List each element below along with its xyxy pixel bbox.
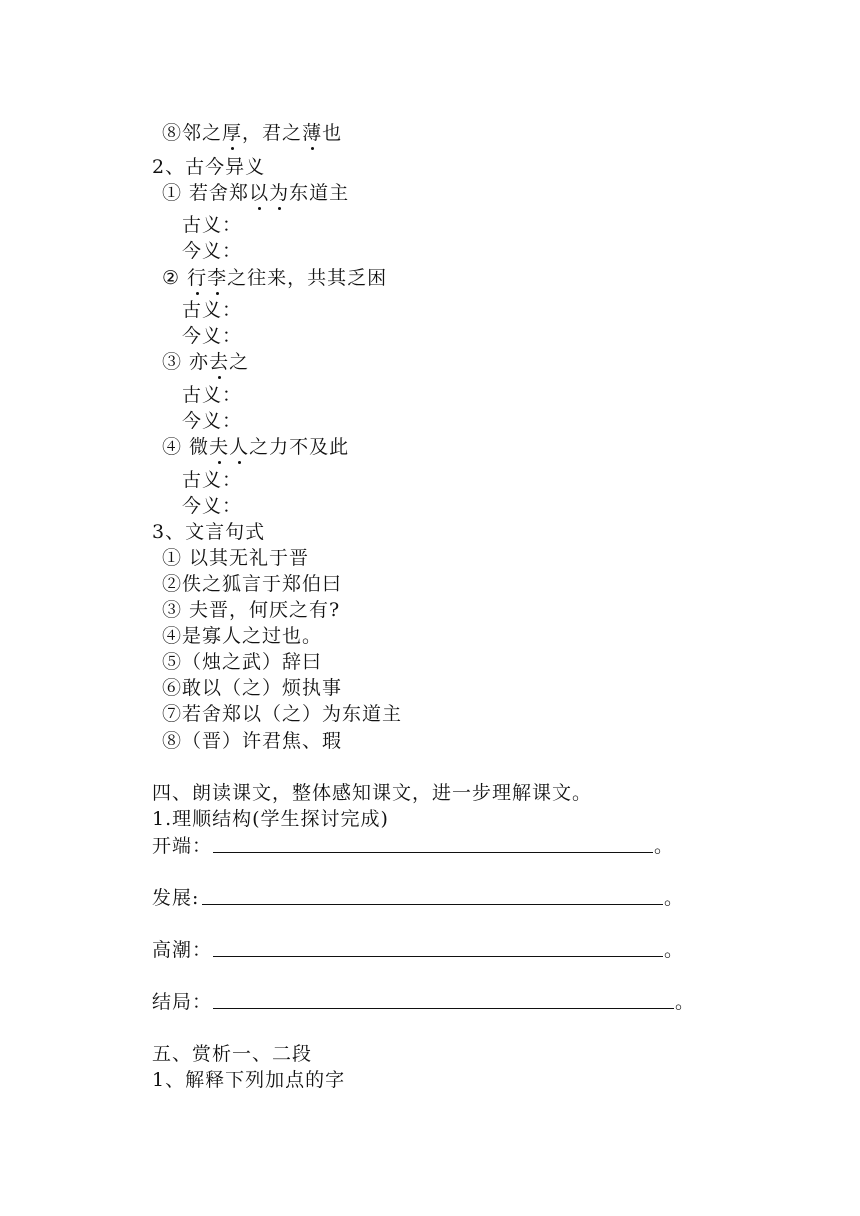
- subheading: 1、解释下列加点的字: [152, 1069, 346, 1091]
- syntax-item-2: ②佚之狐言于郑伯曰: [162, 573, 343, 595]
- jinyi-label: 今义：: [182, 410, 243, 432]
- structure-label-gaochao: 高潮：: [152, 939, 213, 961]
- jinyi-label: 今义：: [182, 495, 243, 517]
- gujin-item-2: ② 行李之往来，共其乏困: [162, 267, 388, 289]
- syntax-item-4: ④是寡人之过也。: [162, 625, 323, 647]
- gujin-item-4: ④ 微夫人之力不及此: [162, 436, 350, 458]
- dotted-char: 行: [187, 267, 208, 289]
- dotted-char: 薄: [302, 122, 323, 144]
- structure-label-jieju: 结局：: [152, 991, 213, 1013]
- period: 。: [664, 887, 684, 909]
- dotted-char: 李: [207, 267, 228, 289]
- dotted-char: 夫: [209, 436, 230, 458]
- syntax-item-8: ⑧（晋）许君焦、瑕: [162, 730, 343, 752]
- item-number: ⑧: [162, 122, 183, 144]
- dotted-char: 厚: [222, 122, 243, 144]
- jinyi-label: 今义：: [182, 325, 243, 347]
- period: 。: [654, 835, 674, 857]
- structure-label-fazhan: 发展:: [152, 887, 200, 909]
- syntax-item-6: ⑥敢以（之）烦执事: [162, 677, 343, 699]
- period: 。: [664, 939, 684, 961]
- period: 。: [675, 991, 695, 1013]
- gujin-item-3: ③ 亦去之: [162, 351, 250, 373]
- section-heading: 2、古今异义: [152, 156, 266, 178]
- syntax-item-1: ① 以其无礼于晋: [162, 547, 310, 569]
- section-heading: 五、赏析一、二段: [152, 1043, 313, 1065]
- structure-label-kaiduan: 开端：: [152, 835, 213, 857]
- section-heading: 四、朗读课文，整体感知课文，进一步理解课文。: [152, 782, 593, 804]
- answer-blank[interactable]: [213, 956, 663, 957]
- guyi-label: 古义：: [182, 384, 243, 406]
- antonym-item-8: ⑧邻之厚，君之薄也: [162, 122, 343, 144]
- answer-blank[interactable]: [213, 1008, 674, 1009]
- syntax-item-5: ⑤（烛之武）辞曰: [162, 651, 323, 673]
- gujin-item-1: ① 若舍郑以为东道主: [162, 182, 350, 204]
- jinyi-label: 今义：: [182, 240, 243, 262]
- syntax-item-3: ③ 夫晋，何厌之有?: [162, 599, 341, 621]
- dotted-char: 去: [209, 351, 230, 373]
- guyi-label: 古义：: [182, 299, 243, 321]
- guyi-label: 古义：: [182, 214, 243, 236]
- subheading: 1.理顺结构(学生探讨完成): [152, 808, 389, 830]
- dotted-char: 以: [249, 182, 270, 204]
- syntax-item-7: ⑦若舍郑以（之）为东道主: [162, 703, 403, 725]
- answer-blank[interactable]: [213, 852, 653, 853]
- guyi-label: 古义：: [182, 469, 243, 491]
- section-heading: 3、文言句式: [152, 521, 266, 543]
- answer-blank[interactable]: [202, 904, 663, 905]
- dotted-char: 为: [269, 182, 290, 204]
- dotted-char: 人: [229, 436, 250, 458]
